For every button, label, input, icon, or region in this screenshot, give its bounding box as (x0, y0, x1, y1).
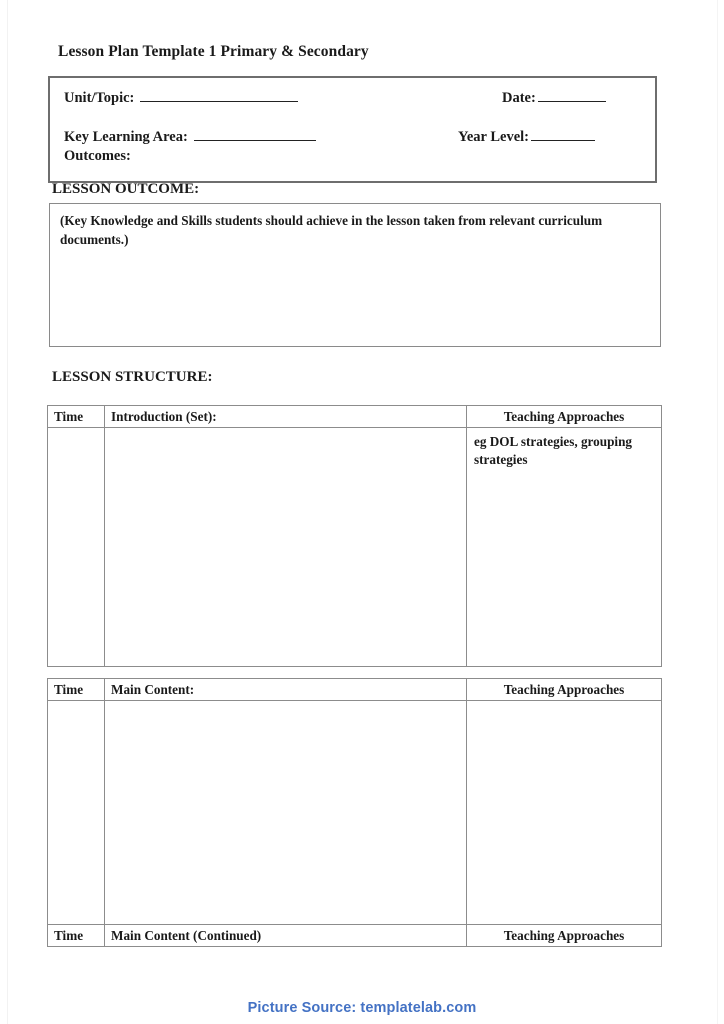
column-header-teaching-approaches: Teaching Approaches (467, 406, 662, 428)
main-content-table (47, 678, 662, 947)
page-edge-left (7, 0, 8, 1024)
table-row (48, 701, 662, 925)
cell-time[interactable] (48, 701, 105, 925)
lesson-structure-heading: LESSON STRUCTURE: (52, 369, 213, 385)
lesson-outcome-box[interactable] (49, 203, 661, 347)
column-header-teaching-approaches: Teaching Approaches (467, 679, 662, 701)
field-year-level-blank[interactable] (531, 127, 595, 141)
field-year-level-label: Year Level: (458, 129, 529, 145)
cell-time[interactable] (48, 428, 105, 667)
field-unit-topic-blank[interactable] (140, 88, 298, 102)
field-key-learning-area (64, 127, 316, 146)
field-date-label: Date: (502, 90, 536, 106)
field-key-learning-area-label: Key Learning Area: (64, 129, 188, 145)
column-header-main-content: Main Content: (105, 679, 467, 701)
lesson-header-box (48, 76, 657, 183)
cell-introduction[interactable] (105, 428, 467, 667)
source-credit[interactable]: Picture Source: templatelab.com (247, 1000, 477, 1016)
field-outcomes-label: Outcomes: (64, 148, 131, 164)
cell-teaching-approaches[interactable] (467, 428, 662, 667)
column-header-time: Time (48, 406, 105, 428)
table-row (48, 428, 662, 667)
field-date-blank[interactable] (538, 88, 606, 102)
field-unit-topic-label: Unit/Topic: (64, 90, 135, 106)
column-header-time-continued: Time (48, 925, 105, 947)
field-outcomes (64, 148, 131, 165)
column-header-teaching-approaches-continued: Teaching Approaches (467, 925, 662, 947)
introduction-table (47, 405, 662, 667)
lesson-outcome-note: (Key Knowledge and Skills students should achieve in the lesson taken from relevant curriculum documents.) (60, 213, 603, 247)
table-header-row (48, 406, 662, 428)
page-edge-right (717, 0, 718, 1024)
column-header-time: Time (48, 679, 105, 701)
page-title: Lesson Plan Template 1 Primary & Secondary (58, 43, 369, 60)
field-unit-topic (64, 88, 298, 107)
lesson-outcome-heading: LESSON OUTCOME: (52, 181, 200, 197)
field-year-level (458, 127, 595, 146)
cell-main-content[interactable] (105, 701, 467, 925)
column-header-main-content-continued: Main Content (Continued) (105, 925, 467, 947)
table-continued-header-row (48, 925, 662, 947)
field-key-learning-area-blank[interactable] (194, 127, 316, 141)
cell-teaching-approaches[interactable] (467, 701, 662, 925)
column-header-introduction: Introduction (Set): (105, 406, 467, 428)
cell-teaching-approaches-text: eg DOL strategies, grouping strategies (474, 434, 633, 468)
table-header-row (48, 679, 662, 701)
field-date (502, 88, 606, 107)
